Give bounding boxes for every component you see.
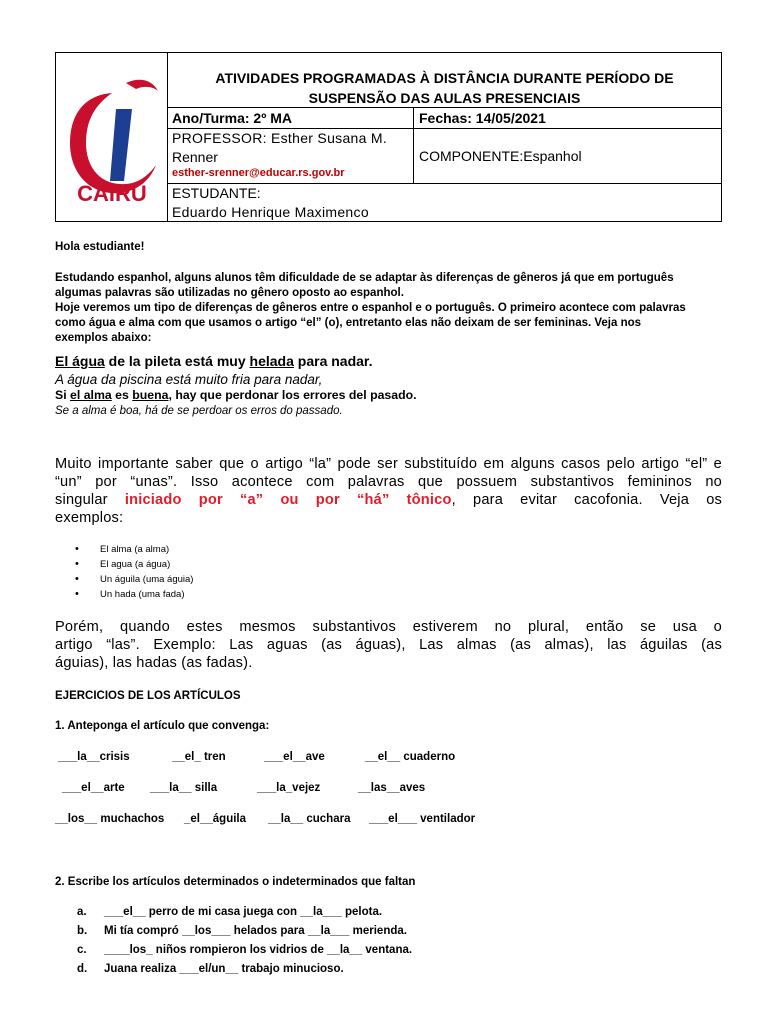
fechas: Fechas: 14/05/2021 [419, 110, 546, 126]
exercises-title: EJERCICIOS DE LOS ARTÍCULOS [55, 690, 241, 702]
professor-name: PROFESSOR: Esther Susana M. [172, 130, 388, 146]
exercise-1-title: 1. Anteponga el artículo que convenga: [55, 720, 270, 732]
estudante-label: ESTUDANTE: [172, 185, 261, 201]
list-item: a. ___el__ perro de mi casa juega con __la___ pelota. [77, 906, 383, 918]
ano-row [168, 108, 721, 129]
list-item: • El agua (a água) [55, 557, 193, 572]
professor-email: esther-srenner@educar.rs.gov.br [172, 167, 345, 179]
example-2-es: Si el alma es buena, hay que perdonar los errores del pasado. [55, 388, 417, 402]
example-1-es: El água de la pileta está muy helada para nadar. [55, 353, 373, 369]
header-table [55, 52, 722, 222]
list-item: • El alma (a alma) [55, 542, 193, 557]
plural-paragraph: Porém, quando estes mesmos substantivos estiverem no plural, então se usa o artigo “las”. Exemplo: Las aguas (as águas), Las almas (as almas), las águilas (as águias), las hadas (as fadas). [55, 619, 722, 671]
exercise-2-title: 2. Escribe los artículos determinados o indeterminados que faltan [55, 876, 416, 888]
ano-turma: Ano/Turma: 2º MA [168, 108, 414, 128]
intro-paragraph: Estudando espanhol, alguns alunos têm dificuldade de se adaptar às diferenças de gêneros já que em português algumas palavras são utilizadas no gênero oposto ao espanhol. Hoje veremos um tipo de diferenças de gêneros entre o espanhol e o português. O primeiro acontece com palavras como água e alma com que usamos o artigo “el” (o), entretanto elas não deixam de ser femininas. Veja nos exemplos abaixo: [55, 272, 686, 344]
list-item: • Un hada (uma fada) [55, 587, 193, 602]
document-title: ATIVIDADES PROGRAMADAS À DISTÂNCIA DURANTE PERÍODO DE SUSPENSÃO DAS AULAS PRESENCIAIS [215, 70, 674, 106]
examples-list [55, 542, 193, 602]
example-1-pt: A água da piscina está muito fria para nadar, [55, 372, 323, 387]
logo-text: CAIRU [77, 181, 147, 206]
cairu-logo-icon [56, 53, 168, 221]
title-row [168, 53, 721, 108]
professor-row: PROFESSOR: Esther Susana M. Renner esther-srenner@educar.rs.gov.br COMPONENTE:Espanhol [168, 129, 721, 184]
logo-cell [56, 53, 168, 221]
example-2-pt: Se a alma é boa, há de se perdoar os erros do passado. [55, 405, 343, 417]
rule-paragraph: Muito importante saber que o artigo “la” pode ser substituído em alguns casos pelo artigo “el” e “un” por “unas”. Isso acontece com palavras que possuem substantivos femininos no singular iniciado por “a” ou por “há” tônico, para evitar cacofonia. Veja os exemplos: [55, 456, 723, 526]
exercise-2-list [55, 903, 412, 979]
componente: COMPONENTE:Espanhol [419, 148, 582, 164]
list-item: c. ____los_ niños rompieron los vidrios de __la__ ventana. [77, 944, 413, 956]
estudante-name: Eduardo Henrique Maximenco [172, 204, 369, 220]
list-item: • Un águila (uma águia) [55, 572, 193, 587]
estudante-row [168, 184, 721, 222]
list-item: d. Juana realiza ___el/un__ trabajo minucioso. [77, 963, 344, 975]
list-item: b. Mi tía compró __los___ helados para __la___ merienda. [77, 925, 407, 937]
greeting: Hola estudiante! [55, 241, 145, 253]
